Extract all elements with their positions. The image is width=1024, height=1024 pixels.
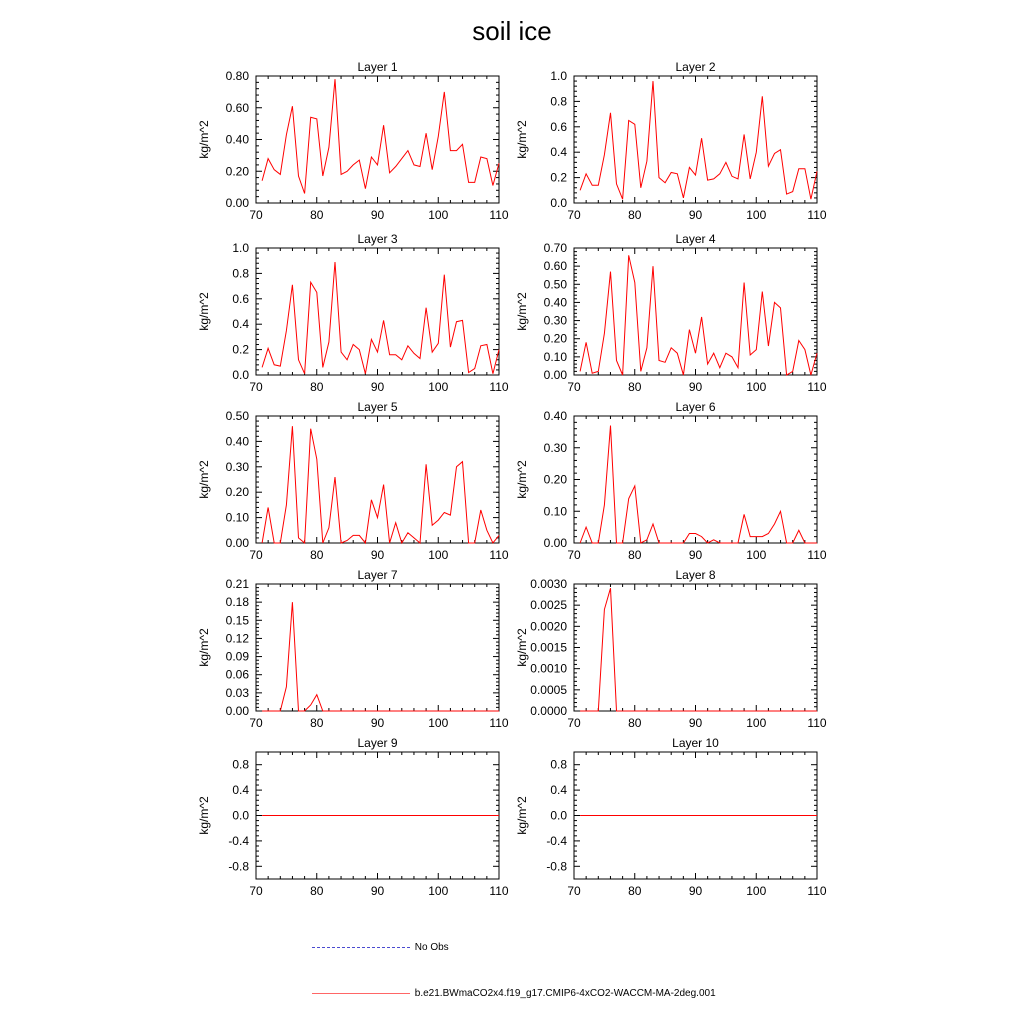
x-tick-label: 70 [567,208,581,222]
y-axis-label: kg/m^2 [515,120,529,159]
x-tick-label: 100 [428,716,449,730]
x-tick-label: 70 [567,884,581,898]
y-tick-label: 0.21 [225,577,249,591]
y-tick-label: -0.4 [228,833,249,848]
y-tick-label: 0.03 [225,685,249,700]
x-tick-label: 70 [249,716,263,730]
y-tick-label: 0.00 [225,536,249,550]
panel-title: Layer 2 [675,60,716,74]
y-axis-label: kg/m^2 [515,796,529,835]
y-tick-label: 0.8 [550,94,567,109]
panel-title: Layer 8 [675,568,716,582]
x-tick-label: 90 [370,884,385,898]
x-tick-label: 70 [567,716,581,730]
x-tick-label: 70 [567,548,581,562]
y-tick-label: 0.4 [232,317,249,332]
legend-swatch-dashed [312,947,410,948]
x-tick-label: 80 [310,716,324,730]
y-tick-label: 0.09 [225,649,249,664]
series-line-1 [580,426,817,544]
x-tick-label: 110 [489,380,509,394]
x-tick-label: 80 [310,548,324,562]
x-tick-label: 90 [688,884,703,898]
y-tick-label: 0.18 [225,595,249,610]
y-tick-label: 1.0 [232,241,249,255]
y-tick-label: 0.0025 [530,598,567,613]
x-tick-label: 90 [370,548,385,562]
y-tick-label: 0.0 [232,368,249,382]
y-tick-label: 0.15 [225,613,249,628]
x-tick-label: 70 [249,884,263,898]
y-tick-label: 0.0015 [530,640,567,655]
x-tick-label: 100 [428,208,449,222]
x-tick-label: 100 [428,380,449,394]
chart-panel-5 [197,400,509,562]
x-tick-label: 70 [249,208,263,222]
x-tick-label: 80 [628,380,642,394]
y-tick-label: 0.20 [543,331,567,346]
x-tick-label: 80 [310,884,324,898]
y-tick-label: -0.8 [228,859,249,874]
panel-title: Layer 4 [675,232,716,246]
x-tick-label: 100 [746,208,767,222]
x-tick-label: 100 [746,716,767,730]
chart-panel-10 [515,736,827,898]
y-tick-label: 0.0 [232,808,249,823]
plot-frame [256,76,499,203]
series-line-1 [262,602,499,711]
y-axis-label: kg/m^2 [197,460,211,499]
y-tick-label: -0.4 [546,833,567,848]
legend-item-no-obs [312,942,449,953]
y-tick-label: 0.70 [543,241,567,255]
x-tick-label: 110 [489,716,509,730]
panel-title: Layer 1 [357,60,398,74]
panel-title: Layer 9 [357,736,398,750]
y-tick-label: 0.6 [232,291,249,306]
y-tick-label: 0.0000 [530,704,567,718]
x-tick-label: 110 [807,208,827,222]
y-tick-label: 0.30 [543,313,567,328]
y-tick-label: 0.40 [225,434,249,449]
y-tick-label: 0.4 [232,783,249,798]
legend-label: No Obs [414,942,449,953]
y-tick-label: 0.2 [232,342,249,357]
y-tick-label: 0.00 [225,704,249,718]
y-tick-label: -0.8 [546,859,567,874]
plot-frame [574,76,817,203]
x-tick-label: 90 [688,548,703,562]
y-axis-label: kg/m^2 [515,292,529,331]
chart-panel-4 [515,232,827,394]
x-tick-label: 110 [807,884,827,898]
x-tick-label: 110 [489,548,509,562]
panel-title: Layer 10 [672,736,719,750]
series-line-1 [262,262,499,374]
x-tick-label: 90 [688,380,703,394]
x-tick-label: 100 [428,884,449,898]
x-tick-label: 90 [688,716,703,730]
x-tick-label: 110 [489,208,509,222]
y-axis-label: kg/m^2 [197,628,211,667]
y-tick-label: 0.06 [225,667,249,682]
y-axis-label: kg/m^2 [515,628,529,667]
series-line-1 [262,426,499,543]
legend-label: b.e21.BWmaCO2x4.f19_g17.CMIP6-4xCO2-WACCM-MA-2deg.001 [414,988,716,999]
y-tick-label: 0.30 [543,440,567,455]
y-tick-label: 0.2 [550,170,567,185]
x-tick-label: 80 [628,208,642,222]
series-line-1 [262,79,499,193]
y-tick-label: 0.0 [550,196,567,210]
y-tick-label: 0.40 [543,295,567,310]
y-tick-label: 0.60 [225,100,249,115]
chart-panel-3 [197,232,509,394]
y-tick-label: 0.0010 [530,661,567,676]
y-tick-label: 0.10 [543,504,567,519]
y-axis-label: kg/m^2 [197,120,211,159]
plot-frame [574,584,817,711]
y-tick-label: 0.60 [543,259,567,274]
y-tick-label: 0.50 [543,277,567,292]
chart-panel-9 [197,736,509,898]
y-tick-label: 0.4 [550,145,567,160]
y-axis-label: kg/m^2 [197,292,211,331]
y-tick-label: 0.12 [225,631,249,646]
x-tick-label: 100 [746,548,767,562]
series-line-1 [580,588,817,711]
x-tick-label: 70 [249,548,263,562]
y-tick-label: 0.20 [225,485,249,500]
x-tick-label: 80 [628,884,642,898]
series-line-1 [580,255,817,375]
y-tick-label: 0.6 [550,119,567,134]
x-tick-label: 80 [310,380,324,394]
x-tick-label: 80 [628,716,642,730]
y-tick-label: 0.40 [225,132,249,147]
legend-item-model-run [312,988,716,999]
figure-title: soil ice [472,16,552,46]
y-tick-label: 0.00 [543,368,567,382]
panel-title: Layer 3 [357,232,398,246]
x-tick-label: 90 [370,380,385,394]
chart-panel-6 [515,400,827,562]
y-tick-label: 0.0 [550,808,567,823]
y-tick-label: 0.0020 [530,619,567,634]
x-tick-label: 90 [370,208,385,222]
y-tick-label: 0.10 [225,510,249,525]
y-tick-label: 0.10 [543,349,567,364]
y-tick-label: 0.00 [543,536,567,550]
y-tick-label: 0.30 [225,459,249,474]
panel-title: Layer 6 [675,400,716,414]
x-tick-label: 110 [807,380,827,394]
y-tick-label: 0.0030 [530,577,567,591]
y-tick-label: 0.20 [225,164,249,179]
y-tick-label: 0.50 [225,409,249,423]
y-tick-label: 0.00 [225,196,249,210]
x-tick-label: 100 [746,884,767,898]
y-axis-label: kg/m^2 [197,796,211,835]
x-tick-label: 90 [370,716,385,730]
chart-panel-2 [515,60,827,222]
y-tick-label: 0.4 [550,783,567,798]
plot-frame [256,248,499,375]
panel-title: Layer 5 [357,400,398,414]
y-tick-label: 0.20 [543,472,567,487]
x-tick-label: 80 [628,548,642,562]
chart-panel-7 [197,568,509,730]
x-tick-label: 70 [567,380,581,394]
x-tick-label: 90 [688,208,703,222]
chart-panel-8 [515,568,827,730]
x-tick-label: 110 [807,716,827,730]
y-tick-label: 0.8 [550,757,567,772]
legend-swatch-solid [312,993,410,994]
y-tick-label: 0.8 [232,266,249,281]
x-tick-label: 110 [489,884,509,898]
x-tick-label: 100 [746,380,767,394]
y-axis-label: kg/m^2 [515,460,529,499]
y-tick-label: 1.0 [550,69,567,83]
y-tick-label: 0.40 [543,409,567,423]
y-tick-label: 0.0005 [530,682,567,697]
chart-panel-1 [197,60,509,222]
plot-frame [574,416,817,543]
series-line-1 [580,81,817,199]
x-tick-label: 70 [249,380,263,394]
panel-title: Layer 7 [357,568,398,582]
x-tick-label: 110 [807,548,827,562]
y-tick-label: 0.80 [225,69,249,83]
x-tick-label: 80 [310,208,324,222]
y-tick-label: 0.8 [232,757,249,772]
x-tick-label: 100 [428,548,449,562]
